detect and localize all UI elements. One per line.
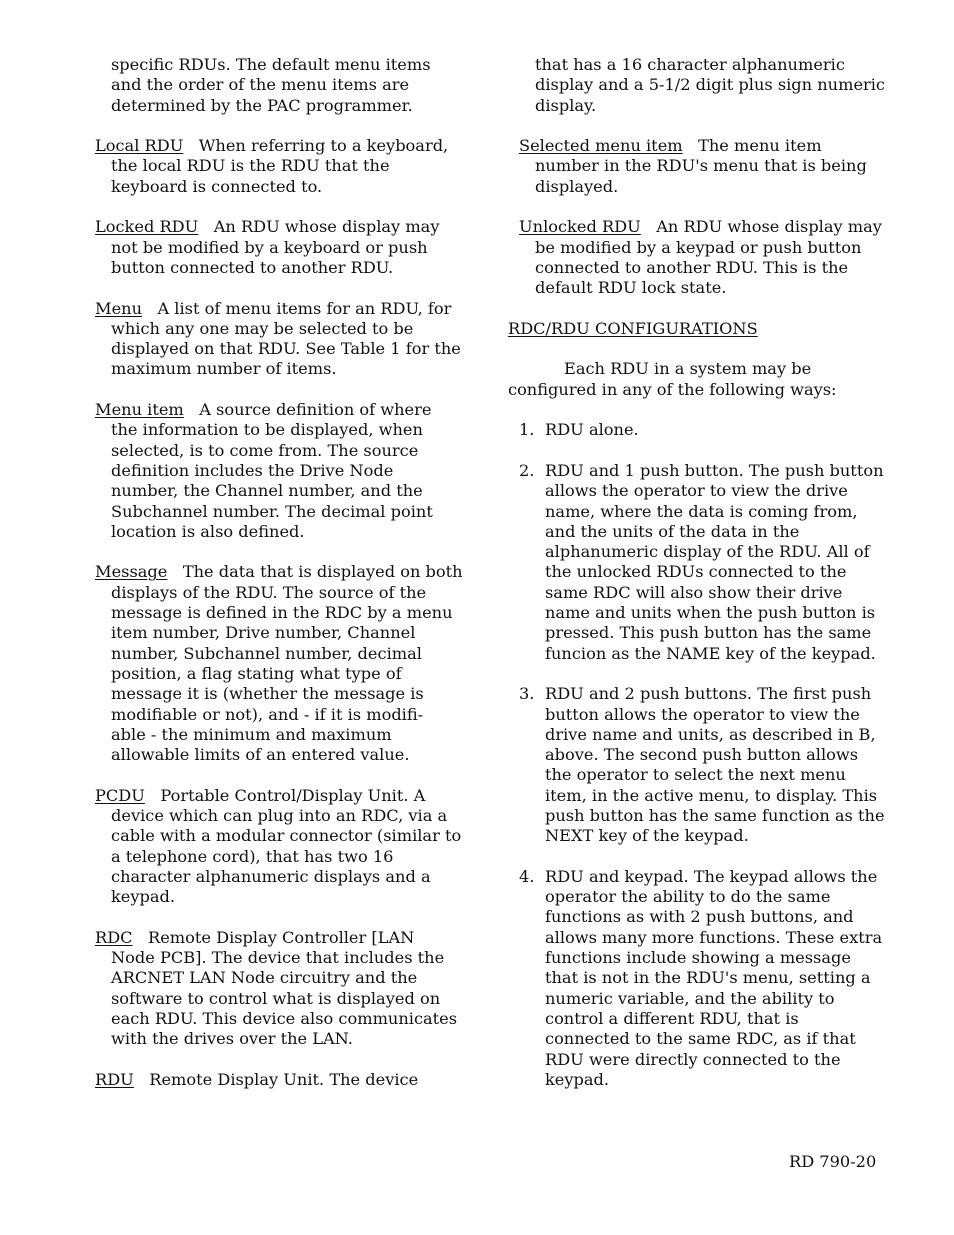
list-text: RDU and 2 push buttons. The first push button allows the operator to view the drive name and units, as described in B, above. The second push button allows the operator to select the next menu item, in the active menu, to display. This push button has the same function as the NEXT key of the keypad. xyxy=(545,684,885,846)
section-heading: RDC/RDU CONFIGURATIONS xyxy=(508,318,758,338)
glossary-term: Message xyxy=(95,562,168,582)
right-continuation-text: that has a 16 character alphanumeric display and a 5-1/2 digit plus sign numeric display. xyxy=(535,55,885,115)
list-item xyxy=(508,684,886,846)
right-column xyxy=(508,55,886,1110)
glossary-definition: An RDU whose display may not be modified by a keyboard or push button connected to another RDU. xyxy=(111,217,440,277)
glossary-definition: Remote Display Controller [LAN Node PCB]. The device that includes the ARCNET LAN Node circuitry and the software to control what is displayed on each RDU. This device also communicates with the drives over the LAN. xyxy=(111,927,458,1049)
list-text: RDU alone. xyxy=(545,420,639,440)
glossary-term: Locked RDU xyxy=(95,217,199,237)
glossary-entry-unlocked-rdu xyxy=(519,217,886,298)
list-text: RDU and 1 push button. The push button allows the operator to view the drive name, where the data is coming from, and the units of the data in the alphanumeric display of the RDU. All of the unlocked RDUs connected to the same RDC will also show their drive name and units when the push button is pressed. This push button has the same funcion as the NAME key of the keypad. xyxy=(545,460,884,663)
list-text: RDU and keypad. The keypad allows the operator the ability to do the same functions as with 2 push buttons, and allows many more functions. These extra functions include showing a message that is not in the RDU's menu, setting a numeric variable, and the ability to control a different RDU, that is connected to the same RDC, as if that RDU were directly connected to the keypad. xyxy=(545,866,883,1089)
glossary-entry-menu-item xyxy=(95,400,463,542)
list-number: 3. xyxy=(519,684,535,704)
glossary-entry-locked-rdu xyxy=(95,217,463,278)
glossary-entry-selected-menu-item xyxy=(519,136,886,197)
list-item xyxy=(508,420,886,440)
glossary-term: Menu xyxy=(95,298,143,318)
glossary-entry-local-rdu xyxy=(95,136,463,197)
glossary-definition: An RDU whose display may be modified by a keypad or push button connected to another RDU. This is the default RDU lock state. xyxy=(535,217,882,298)
glossary-term: Selected menu item xyxy=(519,136,683,156)
list-number: 4. xyxy=(519,866,535,886)
glossary-definition: A source definition of where the information to be displayed, when selected, is to come from. The source definition includes the Drive Node number, the Channel number, and the Subchannel number. The decimal point location is also defined. xyxy=(111,400,433,541)
glossary-entry-rdu xyxy=(95,1070,463,1090)
glossary-definition: A list of menu items for an RDU, for which any one may be selected to be displayed on that RDU. See Table 1 for the maximum number of items. xyxy=(111,298,461,379)
glossary-entry-pcdu xyxy=(95,786,463,908)
left-column xyxy=(95,55,463,1110)
glossary-definition: When referring to a keyboard, the local RDU is the RDU that the keyboard is connected to. xyxy=(111,136,449,196)
glossary-term: Local RDU xyxy=(95,136,184,156)
list-number: 1. xyxy=(519,420,535,440)
glossary-definition: The menu item number in the RDU's menu that is being displayed. xyxy=(535,136,867,196)
left-continuation-text: specific RDUs. The default menu items and the order of the menu items are determined by the PAC programmer. xyxy=(111,55,431,115)
glossary-entry-menu xyxy=(95,299,463,380)
glossary-definition: The data that is displayed on both displays of the RDU. The source of the message is defined in the RDC by a menu item number, Drive number, Channel number, Subchannel number, decimal position, a flag stating what type of message it is (whether the message is modifiable or not), and - if it is modifi- able - the minimum and maximum allowable limits of an entered value. xyxy=(111,562,463,765)
glossary-entry-message xyxy=(95,562,463,765)
glossary-entry-rdc xyxy=(95,928,463,1050)
list-number: 2. xyxy=(519,460,535,480)
glossary-term: RDC xyxy=(95,927,133,947)
page-footer-id: RD 790-20 xyxy=(789,1152,877,1171)
list-item xyxy=(508,461,886,664)
configuration-list xyxy=(508,420,886,1090)
glossary-definition: Remote Display Unit. The device xyxy=(149,1069,419,1089)
glossary-term: RDU xyxy=(95,1069,134,1089)
list-item xyxy=(508,867,886,1090)
glossary-term: Unlocked RDU xyxy=(519,217,641,237)
glossary-definition: Portable Control/Display Unit. A device which can plug into an RDC, via a cable with a modular connector (similar to a telephone cord), that has two 16 character alphanumeric displays and a keypad. xyxy=(111,785,462,907)
section-intro: Each RDU in a system may be configured in any of the following ways: xyxy=(508,359,837,399)
glossary-term: PCDU xyxy=(95,785,145,805)
glossary-term: Menu item xyxy=(95,400,184,420)
